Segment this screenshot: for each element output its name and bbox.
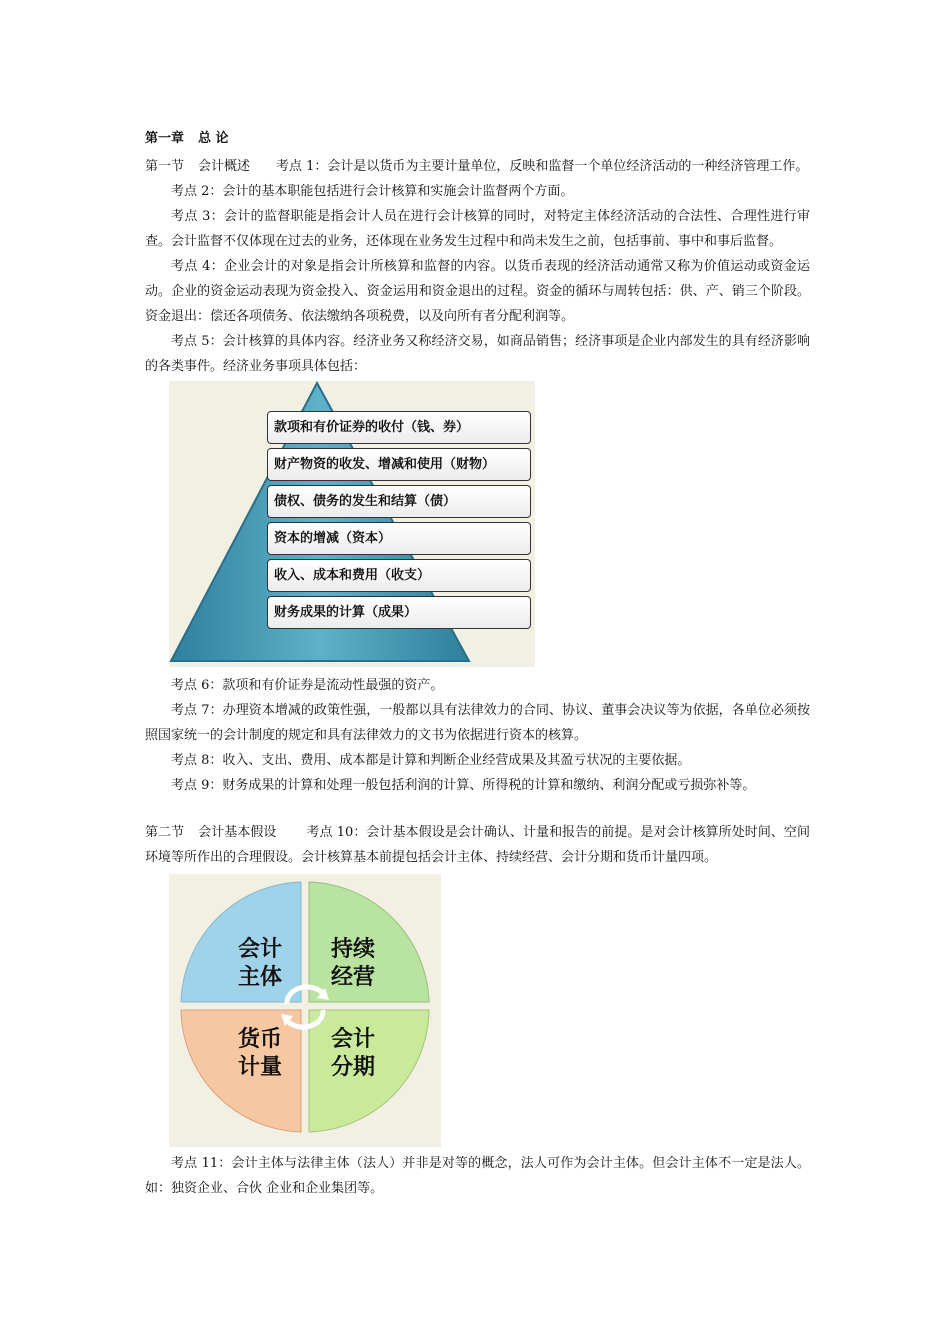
- section-2-intro: [145, 820, 810, 870]
- quadrant-br-line2: 分期: [330, 1055, 375, 1080]
- pyramid-item-4: 资本的增减（资本）: [267, 522, 531, 555]
- quadrant-tr-line2: 经营: [330, 965, 375, 990]
- section-2-name: 会计基本假设: [198, 825, 277, 840]
- point-8: 考点 8：收入、支出、费用、成本都是计算和判断企业经营成果及其盈亏状况的主要依据。: [171, 753, 691, 768]
- pyramid-item-1: 款项和有价证券的收付（钱、券）: [267, 411, 531, 444]
- circle-quadrants: [169, 874, 441, 1147]
- section-1-label: 第一节: [145, 159, 185, 174]
- point-6: 考点 6：款项和有价证券是流动性最强的资产。: [171, 678, 444, 693]
- point-2: 考点 2：会计的基本职能包括进行会计核算和实施会计监督两个方面。: [171, 184, 574, 199]
- pyramid-item-6: 财务成果的计算（成果）: [267, 596, 531, 629]
- point-10: 考点 10：会计基本假设是会计确认、计量和报告的前提。是对会计核算所处时间、空间环境等所作出的合理假设。会计核算基本前提包括会计主体、持续经营、会计分期和货币计量四项。: [145, 825, 810, 865]
- document-page: [145, 128, 810, 1201]
- point-9: 考点 9：财务成果的计算和处理一般包括利润的计算、所得税的计算和缴纳、利润分配或亏损弥补等。: [171, 778, 756, 793]
- point-1: 考点 1：会计是以货币为主要计量单位，反映和监督一个单位经济活动的一种经济管理工作。: [276, 159, 809, 174]
- point-11: 考点 11：会计主体与法律主体（法人）并非是对等的概念，法人可作为会计主体。但会计主体不一定是法人。如：独资企业、合伙 企业和企业集团等。: [145, 1156, 810, 1196]
- point-5: 考点 5：会计核算的具体内容。经济业务又称经济交易，如商品销售；经济事项是企业内部发生的具有经济影响的各类事件。经济业务事项具体包括：: [145, 334, 810, 374]
- section-2-label: 第二节: [145, 825, 185, 840]
- point-7: 考点 7：办理资本增减的政策性强，一般都以具有法律效力的合同、协议、董事会决议等为依据，各单位必须按照国家统一的会计制度的规定和具有法律效力的文书为依据进行资本的核算。: [145, 703, 810, 743]
- point-4: 考点 4：企业会计的对象是指会计所核算和监督的内容。以货币表现的经济活动通常又称为价值运动或资金运动。企业的资金运动表现为资金投入、资金运用和资金退出的过程。资金的循环与周转包括：供、产、销三个阶段。资金退出：偿还各项债务、依法缴纳各项税费，以及向所有者分配利润等。: [145, 259, 810, 324]
- quadrant-tl-line2: 主体: [237, 965, 282, 990]
- pyramid-item-3: 债权、债务的发生和结算（债）: [267, 485, 531, 518]
- section-1-intro: [145, 154, 810, 179]
- pyramid-item-2: 财产物资的收发、增减和使用（财物）: [267, 448, 531, 481]
- quadrant-bl-line2: 计量: [237, 1055, 282, 1080]
- quadrant-br-line1: 会计: [330, 1027, 375, 1052]
- chapter-name: 总 论: [198, 131, 229, 146]
- section-1-name: 会计概述: [198, 159, 251, 174]
- pyramid-item-5: 收入、成本和费用（收支）: [267, 559, 531, 592]
- quadrant-accounting-entity: [230, 936, 290, 992]
- chapter-number: 第一章: [145, 131, 185, 146]
- point-3: 考点 3：会计的监督职能是指会计人员在进行会计核算的同时，对特定主体经济活动的合法性、合理性进行审查。会计监督不仅体现在过去的业务，还体现在业务发生过程中和尚未发生之前，包括事前、事中和事后监督。: [145, 209, 810, 249]
- quadrant-monetary-measurement: [230, 1026, 290, 1082]
- assumptions-circle-diagram: [169, 874, 441, 1147]
- quadrant-going-concern: [323, 936, 383, 992]
- chapter-title: [145, 128, 810, 150]
- quadrant-tl-line1: 会计: [237, 937, 282, 962]
- pyramid-diagram: [169, 381, 535, 667]
- quadrant-accounting-period: [323, 1026, 383, 1082]
- quadrant-tr-line1: 持续: [330, 937, 375, 962]
- quadrant-bl-line1: 货币: [237, 1027, 282, 1052]
